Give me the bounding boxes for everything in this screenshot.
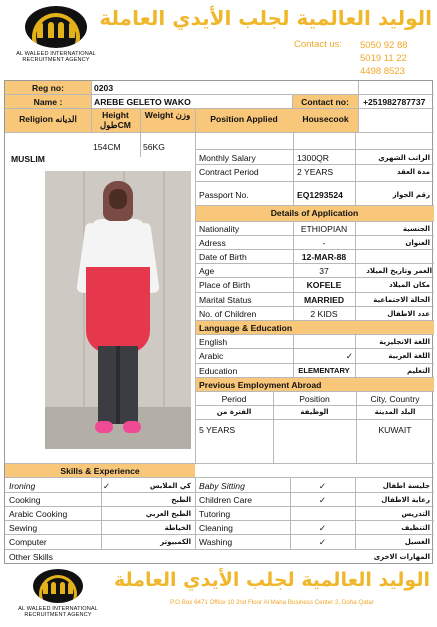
footer-logo	[6, 569, 110, 618]
skill-children-care-ar: رعاية الاطفال	[381, 496, 430, 504]
place-of-birth-label: Place of Birth	[199, 280, 251, 290]
skill-tutoring-ar: التدريس	[401, 510, 430, 518]
skill-children-care-check-icon: ✓	[318, 495, 327, 505]
contract-period-value: 2 YEARS	[297, 167, 334, 177]
skill-washing-ar: الغسيل	[404, 538, 430, 546]
footer-agency-arabic-name: الوليد العالمية لجلب الأيدي العاملة	[114, 569, 430, 591]
applicant-photo	[45, 171, 191, 449]
footer-address: P.O Box 6471 Office 10 2nd Floor Al Mana Business Center 2, Doha Qatar	[170, 599, 374, 606]
skill-baby-sitting-check-icon: ✓	[318, 481, 327, 491]
passport-ar: رقم الجواز	[392, 191, 430, 199]
education-value: ELEMENTARY	[298, 366, 350, 375]
page-footer	[0, 564, 437, 627]
skill-cleaning-ar: التنظيف	[401, 524, 430, 532]
details-section-title: Details of Application	[270, 208, 359, 218]
footer-logo-emblem-icon	[33, 569, 83, 603]
age-value: 37	[319, 266, 329, 276]
agency-phone: 5050 92 88	[360, 40, 408, 51]
skill-cleaning-label: Cleaning	[199, 523, 233, 533]
dob-value: 12-MAR-88	[301, 252, 347, 262]
name-value: AREBE GELETO WAKO	[94, 97, 191, 107]
skills-section-title: Skills & Experience	[60, 466, 140, 476]
skill-computer-label: Computer	[9, 537, 47, 547]
skill-arabic-cooking-ar: الطبخ العربي	[145, 510, 191, 518]
employment-period-value: 5 YEARS	[199, 425, 236, 435]
agency-arabic-name: الوليد العالمية لجلب الأيدي العاملة	[99, 6, 432, 30]
passport-value: EQ1293524	[297, 190, 343, 200]
dob-label: Date of Birth	[199, 252, 247, 262]
footer-agency-english-name: AL WALEED INTERNATIONAL RECRUITMENT AGENCY	[18, 606, 98, 618]
agency-phone: 4498 8523	[360, 66, 405, 77]
position-applied-label: Position Applied	[210, 114, 278, 124]
children-label: No. of Children	[199, 309, 257, 319]
employment-city-header: City, Country	[370, 394, 420, 404]
nationality-ar: الجنسية	[402, 225, 430, 233]
skill-ironing-ar: كي الملابس	[149, 482, 191, 490]
english-label: English	[199, 337, 228, 347]
skill-arabic-cooking-label: Arabic Cooking	[9, 509, 68, 519]
skill-computer-ar: الكمبيوتر	[160, 538, 191, 546]
skill-washing-label: Washing	[199, 537, 233, 547]
page-header	[0, 0, 437, 80]
skill-ironing-check-icon: ✓	[103, 481, 111, 491]
arabic-check-icon: ✓	[345, 351, 353, 361]
skill-cooking-ar: الطبخ	[171, 496, 191, 504]
age-ar: العمر وتاريخ الميلاد	[366, 267, 432, 275]
contract-period-ar: مدة العقد	[396, 168, 430, 176]
address-value: -	[322, 238, 326, 248]
skill-children-care-label: Children Care	[199, 495, 253, 505]
marital-status-ar: الحالة الاجتماعية	[373, 296, 430, 304]
application-form	[4, 80, 433, 564]
nationality-value: ETHIOPIAN	[300, 224, 348, 234]
skill-cleaning-check-icon: ✓	[318, 523, 327, 533]
nationality-label: Nationality	[199, 224, 240, 234]
passport-label: Passport No.	[199, 190, 249, 200]
children-value: 2 KIDS	[310, 309, 338, 319]
skill-other-ar: المهارات الاخرى	[373, 553, 430, 561]
children-ar: عدد الاطفال	[387, 310, 430, 318]
agency-phone: 5019 11 22	[360, 53, 407, 64]
employment-section-title: Previous Employment Abroad	[199, 380, 322, 390]
employment-city-header-ar: البلد المدينة	[374, 408, 416, 416]
employment-position-header-ar: الوظيفة	[300, 408, 329, 416]
monthly-salary-ar: الراتب الشهري	[378, 154, 430, 162]
skill-sewing-label: Sewing	[9, 523, 38, 533]
skill-other-label: Other Skills	[9, 552, 53, 562]
place-of-birth-value: KOFELE	[306, 280, 342, 290]
address-ar: العنوان	[405, 239, 430, 247]
contract-period-label: Contract Period	[199, 167, 259, 177]
skill-cooking-label: Cooking	[9, 495, 41, 505]
marital-status-label: Marital Status	[199, 295, 252, 305]
reg-no-label: Reg no:	[32, 83, 64, 93]
employment-position-header: Position	[299, 394, 330, 404]
agency-english-name: AL WALEED INTERNATIONAL RECRUITMENT AGENCY	[16, 51, 96, 63]
address-label: Adress	[199, 238, 226, 248]
skill-ironing-label: Ironing	[9, 481, 36, 491]
logo-emblem-icon	[25, 6, 87, 48]
arabic-ar: اللغة العربية	[388, 352, 430, 360]
position-applied-value: Housecook	[302, 114, 349, 124]
height-label: Height طولCM	[100, 110, 131, 130]
employment-period-header: Period	[221, 394, 247, 404]
name-label: Name :	[33, 97, 63, 107]
religion-value: MUSLIM	[11, 154, 45, 164]
age-label: Age	[199, 266, 215, 276]
education-label: Education	[199, 366, 238, 376]
skill-tutoring-label: Tutoring	[199, 509, 231, 519]
agency-phone-list	[360, 39, 408, 78]
religion-label: Religion الديانه	[19, 114, 77, 124]
agency-logo	[4, 6, 108, 78]
skill-baby-sitting-label: Baby Sitting	[199, 481, 245, 491]
english-ar: اللغة الانجليزية	[379, 338, 430, 346]
reg-no-value: 0203	[94, 83, 114, 93]
skill-washing-check-icon: ✓	[318, 537, 327, 547]
employment-city-value: KUWAIT	[378, 425, 412, 435]
monthly-salary-label: Monthly Salary	[199, 153, 256, 163]
height-value: 154CM	[93, 142, 121, 152]
weight-value: 56KG	[143, 142, 165, 152]
monthly-salary-value: 1300QR	[297, 153, 330, 163]
contact-no-value: +251982787737	[363, 97, 426, 107]
skill-sewing-ar: الخياطة	[164, 524, 191, 532]
language-section-title: Language & Education	[199, 323, 293, 333]
marital-status-value: MARRIED	[303, 295, 345, 305]
place-of-birth-ar: مكان الميلاد	[389, 281, 430, 289]
contact-us-label: Contact us:	[294, 39, 343, 50]
employment-period-header-ar: الفترة من	[216, 408, 252, 416]
education-ar: التعليم	[406, 367, 430, 375]
arabic-label: Arabic	[199, 351, 224, 361]
skill-baby-sitting-ar: جليسة اطفال	[382, 482, 430, 490]
weight-label: Weight وزن	[144, 110, 191, 120]
contact-no-label: Contact no:	[301, 97, 349, 107]
